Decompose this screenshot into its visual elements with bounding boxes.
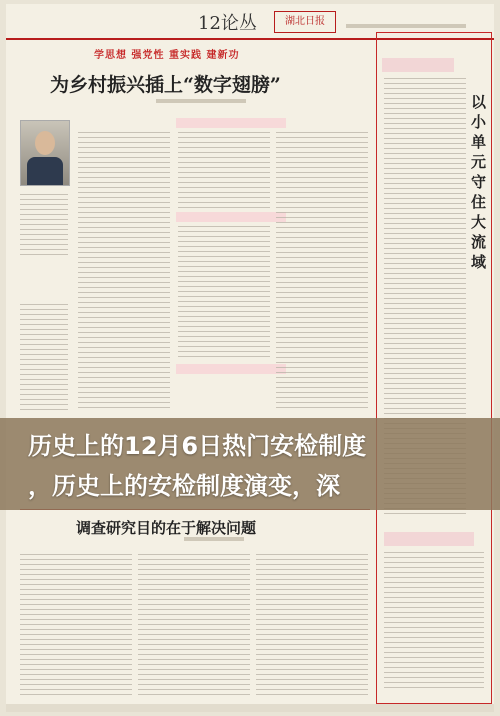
second-headline: 调查研究目的在于解决问题 [76, 519, 257, 537]
text-column-4 [20, 554, 132, 699]
newspaper-logo: 湖北日报 [274, 11, 336, 33]
text-column-side-2 [20, 304, 68, 412]
masthead-meta [346, 24, 466, 28]
photo-face [35, 131, 55, 155]
text-column-2a [178, 132, 270, 210]
right-column-subtitle [382, 58, 454, 72]
byline-2 [184, 537, 244, 541]
section-banner-1 [176, 118, 286, 128]
text-column-3 [276, 132, 368, 412]
page-number: 12论丛 [198, 13, 257, 34]
title-overlay [0, 418, 500, 510]
text-column-6 [256, 554, 368, 699]
main-headline: 为乡村振兴插上“数字翅膀” [50, 74, 281, 96]
text-column-5 [138, 554, 250, 699]
right-text-lower [384, 552, 484, 692]
slogan-banner: 学思想 强党性 重实践 建新功 [94, 50, 240, 61]
overlay-title-line-1: 历史上的12月6日热门安检制度 [28, 432, 367, 460]
overlay-title-line-2: ，历史上的安检制度演变，深 [28, 472, 340, 500]
author-photo [20, 120, 70, 186]
text-column-1 [78, 132, 170, 412]
right-column-subtitle-2 [384, 532, 474, 546]
page-footer [6, 704, 494, 712]
byline [156, 99, 246, 103]
section-banner-3 [176, 364, 286, 374]
text-column-side [20, 194, 68, 258]
text-column-2b [178, 226, 270, 360]
section-banner-2 [176, 212, 286, 222]
right-column-title: 以小单元守住大流域 [471, 93, 487, 271]
photo-body [27, 157, 63, 185]
newspaper-page [6, 4, 494, 712]
